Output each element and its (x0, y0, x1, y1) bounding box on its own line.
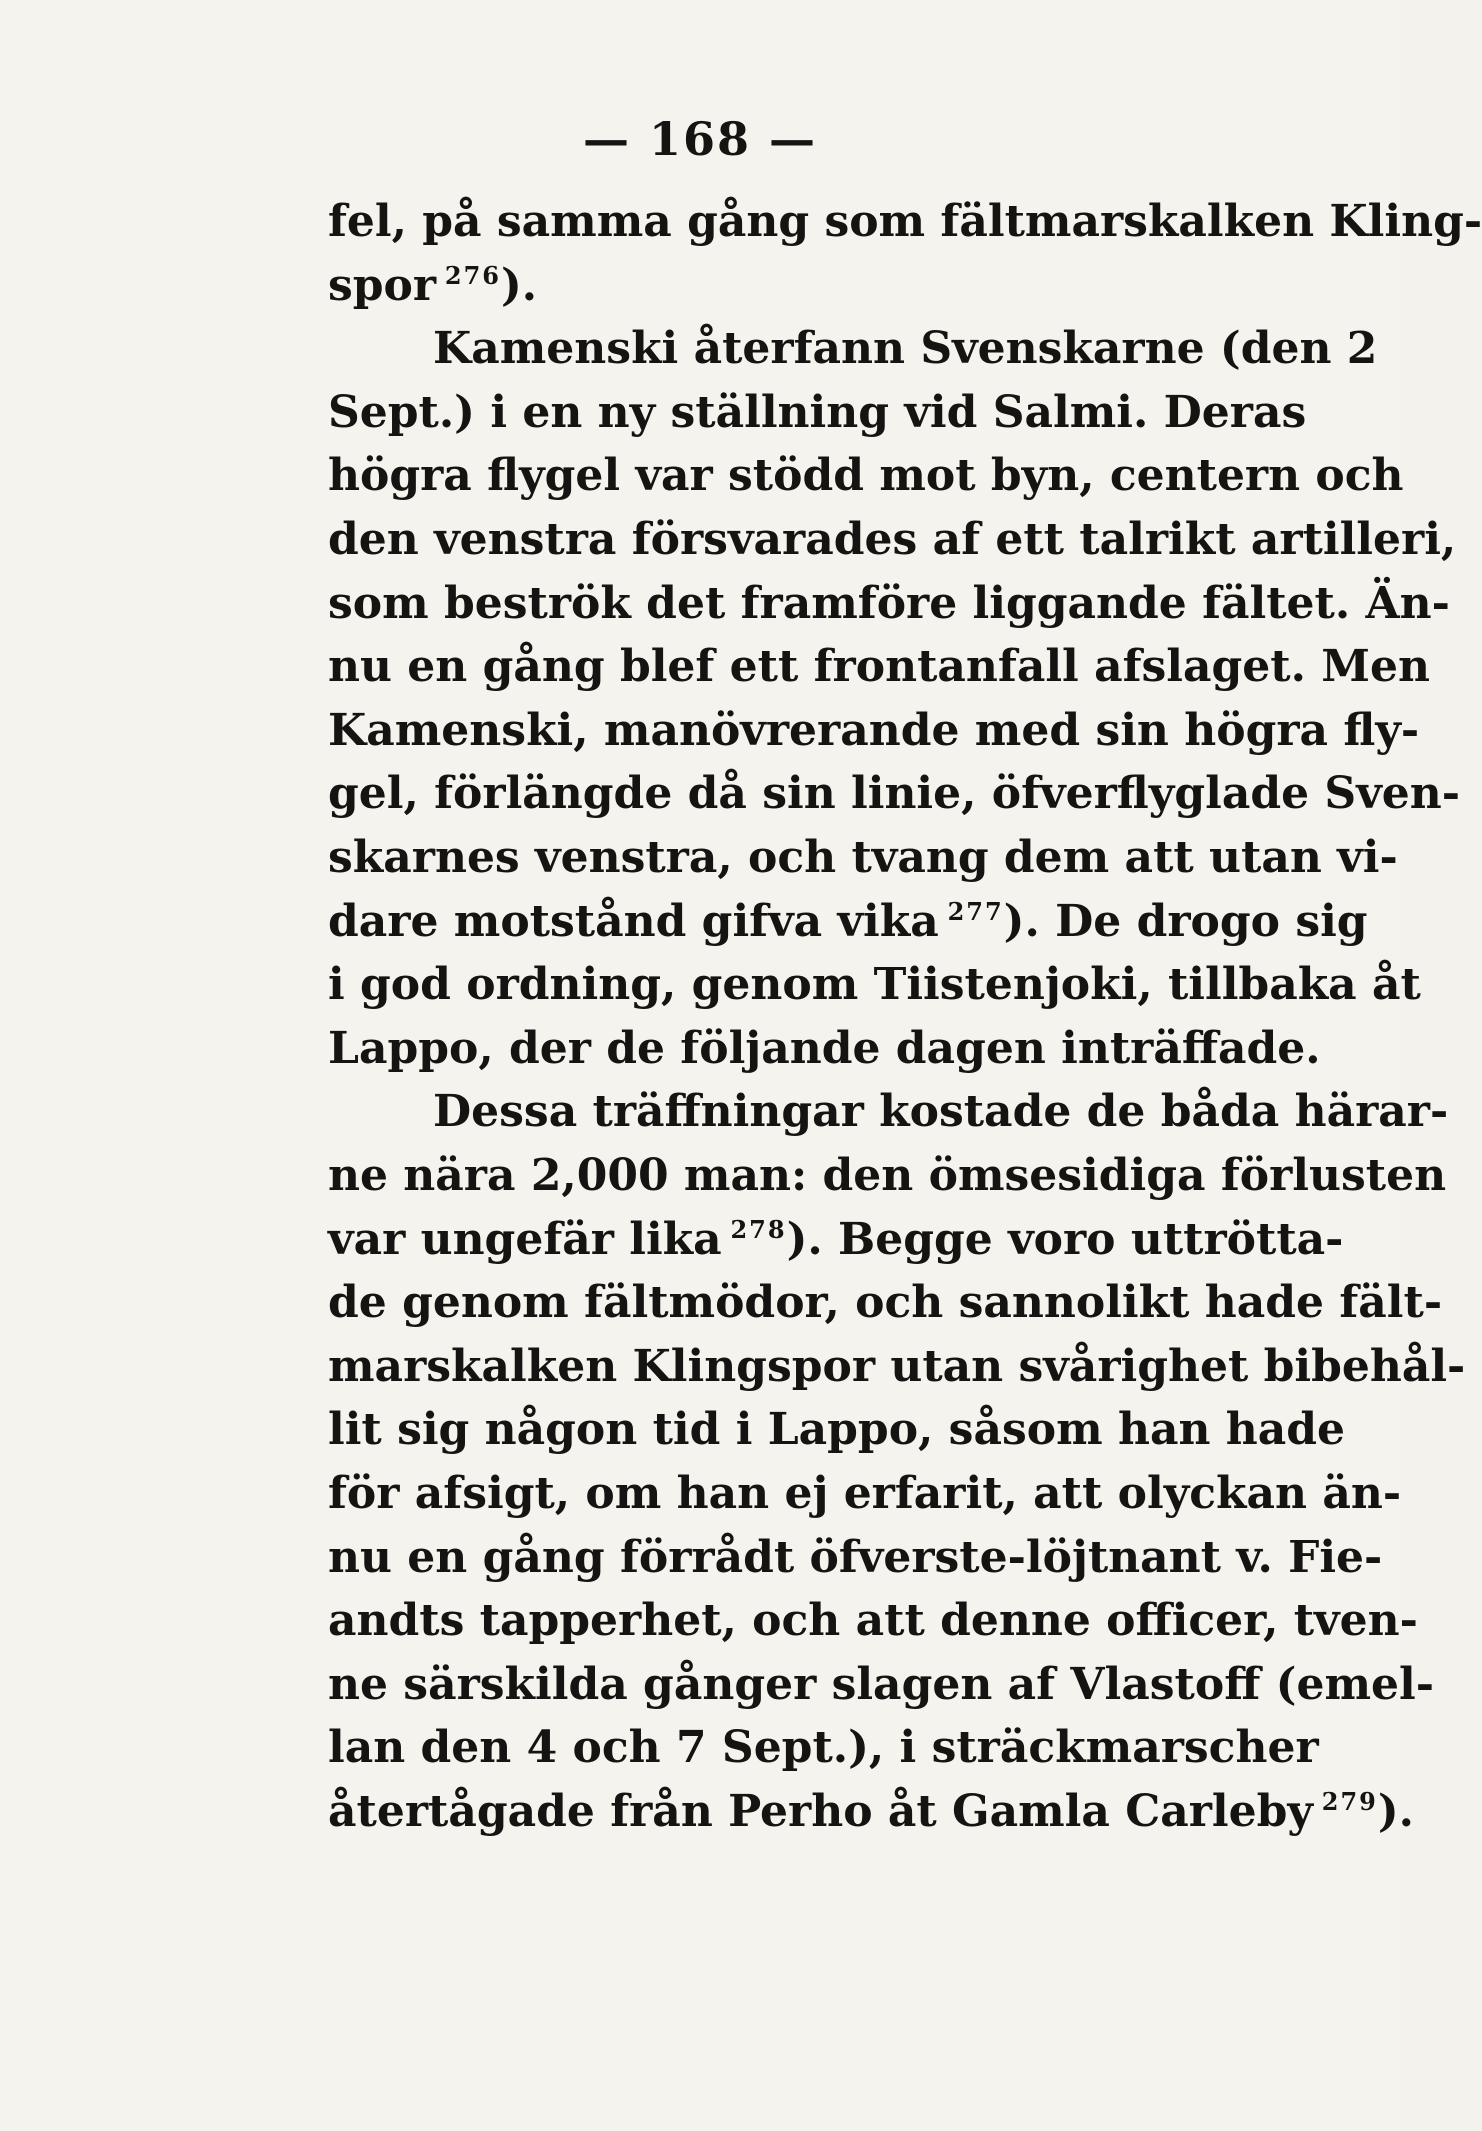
text-line (328, 1780, 1414, 1844)
line-text: Lappo, der de följande dagen inträffade. (328, 1022, 1321, 1074)
line-text: återtågade från Perho åt Gamla Carleby (328, 1786, 1313, 1837)
line-text: Sept.) i en ny ställning vid Salmi. Deras (328, 386, 1307, 438)
text-line (328, 1144, 1447, 1208)
text-line (328, 890, 1368, 954)
line-text-after-note: ). Begge voro uttrötta- (786, 1213, 1344, 1265)
line-text: skarnes venstra, och tvang dem att utan vi- (328, 832, 1398, 883)
text-line (328, 1716, 1319, 1780)
text-line (328, 508, 1457, 572)
line-text: var ungefär lika (328, 1213, 722, 1265)
text-line (328, 1208, 1344, 1272)
line-text-after-note: ). (500, 259, 538, 311)
text-line (328, 1653, 1434, 1717)
line-text: ne nära 2,000 man: den ömsesidiga förlusten (328, 1150, 1447, 1201)
line-text: som beströk det framföre liggande fältet. Än- (328, 577, 1450, 629)
line-text: de genom fältmödor, och sannolikt hade fält- (328, 1277, 1443, 1329)
footnote-marker: 278 (730, 1214, 787, 1244)
line-text: lit sig någon tid i Lappo, såsom han hade (328, 1404, 1346, 1456)
line-text: Dessa träffningar kostade de båda härar- (433, 1086, 1449, 1138)
text-line (328, 381, 1307, 445)
line-text-after-note: ). De drogo sig (1003, 895, 1368, 947)
line-text: andts tapperhet, och att denne officer, tven- (328, 1595, 1418, 1647)
text-line (328, 1398, 1346, 1462)
text-line (328, 762, 1461, 826)
line-text: för afsigt, om han ej erfarit, att olyckan än- (328, 1468, 1402, 1519)
line-text: Kamenski, manövrerande med sin högra fly- (328, 704, 1420, 756)
text-line (328, 953, 1421, 1017)
text-line (328, 444, 1404, 508)
text-line (328, 635, 1430, 699)
line-text: nu en gång förrådt öfverste-löjtnant v. Fie- (328, 1531, 1383, 1583)
text-line (328, 1526, 1383, 1590)
footnote-marker: 276 (444, 260, 501, 290)
line-text: i god ordning, genom Tiistenjoki, tillbaka åt (328, 959, 1421, 1011)
line-text: ne särskilda gånger slagen af Vlastoff (emel- (328, 1658, 1434, 1710)
text-line (328, 254, 1258, 318)
line-text: den venstra försvarades af ett talrikt artilleri, (328, 514, 1457, 565)
line-text: fel, på samma gång som fältmarskalken Kling- (328, 196, 1482, 247)
line-text: spor (328, 259, 437, 311)
line-text: gel, förlängde då sin linie, öfverflyglade Sven- (328, 768, 1461, 820)
text-line (433, 317, 1378, 381)
text-line (328, 572, 1450, 636)
line-text: nu en gång blef ett frontanfall afslaget. Men (328, 641, 1430, 693)
page-number-header: — 168 — (582, 112, 818, 166)
footnote-marker: 279 (1321, 1787, 1378, 1816)
text-line (328, 1335, 1466, 1399)
text-line (328, 1017, 1321, 1081)
footnote-marker: 277 (947, 896, 1004, 926)
line-text: Kamenski återfann Svenskarne (den 2 (433, 323, 1378, 375)
line-text: marskalken Klingspor utan svårighet bibehål- (328, 1340, 1466, 1392)
line-text: lan den 4 och 7 Sept.), i sträckmarscher (328, 1722, 1319, 1774)
line-text: högra flygel var stödd mot byn, centern och (328, 450, 1404, 502)
text-line (433, 1080, 1449, 1144)
line-text: dare motstånd gifva vika (328, 895, 939, 947)
text-line (328, 826, 1398, 890)
text-line (328, 1271, 1443, 1335)
text-line (328, 1462, 1402, 1526)
text-line (328, 190, 1482, 254)
text-line (328, 1589, 1418, 1653)
line-text-after-note: ). (1377, 1786, 1414, 1837)
text-line (328, 699, 1420, 763)
